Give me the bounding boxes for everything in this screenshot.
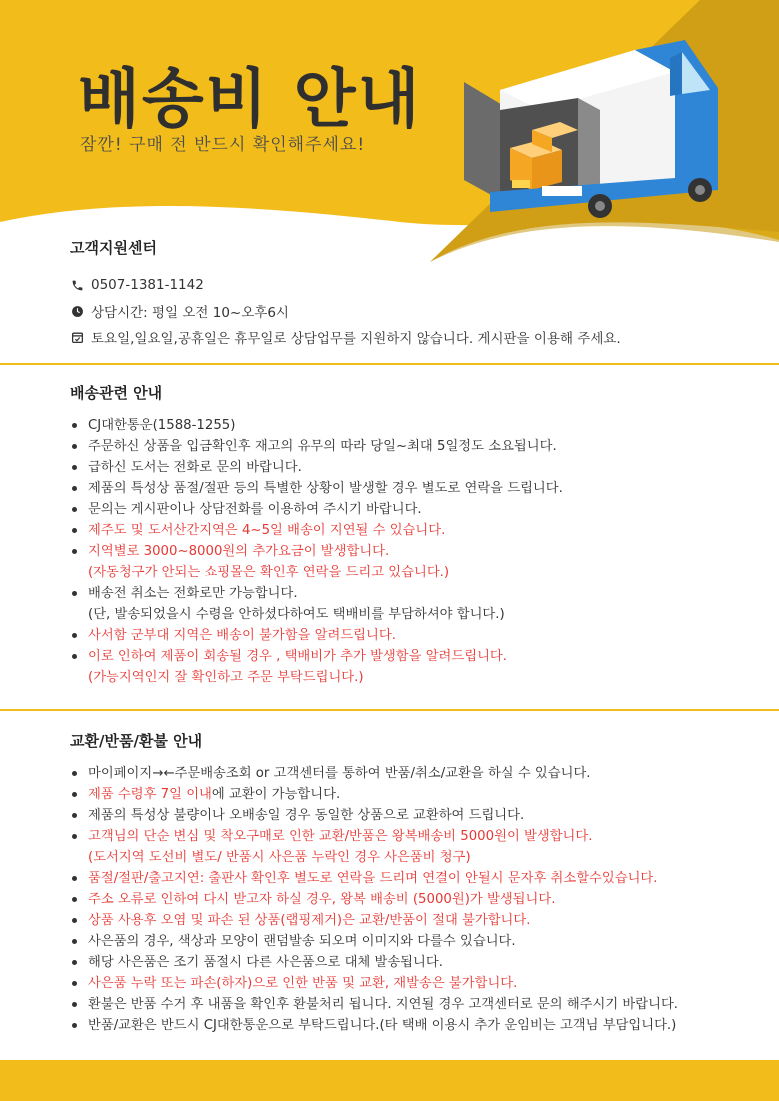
item-text: 주문하신 상품을 입금확인후 재고의 유무의 따라 당일~최대 5일정도 소요됩니다. xyxy=(88,439,557,454)
item-text: (가능지역인지 잘 확인하고 주문 부탁드립니다.) xyxy=(88,670,364,685)
highlight-text: 제품 수령후 7일 이내 xyxy=(88,787,212,802)
list-item xyxy=(70,805,760,826)
list-item xyxy=(70,889,760,910)
list-item xyxy=(70,784,760,805)
hours-text: 상담시간: 평일 오전 10~오후6시 xyxy=(91,305,289,321)
list-item xyxy=(70,625,760,646)
item-text: 반품/교환은 반드시 CJ대한통운으로 부탁드립니다.(타 택배 이용시 추가 운임비는 고객님 부담입니다.) xyxy=(88,1018,677,1033)
exchange-list xyxy=(70,763,760,1036)
item-text: 마이페이지→←주문배송조회 or 고객센터를 통하여 반품/취소/교환을 하실 수 있습니다. xyxy=(88,766,591,781)
support-title: 고객지원센터 xyxy=(70,239,157,257)
item-text: 제주도 및 도서산간지역은 4~5일 배송이 지연될 수 있습니다. xyxy=(88,523,446,538)
header-banner xyxy=(0,0,779,262)
exchange-section xyxy=(70,730,760,1036)
item-text: 에 교환이 가능합니다. xyxy=(211,787,341,802)
list-item xyxy=(70,646,760,688)
exchange-title: 교환/반품/환불 안내 xyxy=(70,732,203,750)
hours-row xyxy=(70,298,750,324)
item-text: CJ대한통운(1588-1255) xyxy=(88,418,236,433)
clock-icon xyxy=(70,304,84,318)
divider xyxy=(0,363,779,365)
calendar-icon xyxy=(70,330,84,344)
shipping-title: 배송관련 안내 xyxy=(70,384,163,402)
item-text: 사은품 누락 또는 파손(하자)으로 인한 반품 및 교환, 재발송은 불가합니다. xyxy=(88,976,518,991)
page-subtitle: 잠깐! 구매 전 반드시 확인해주세요! xyxy=(80,135,366,155)
list-item xyxy=(70,910,760,931)
item-text: 해당 사은품은 조기 품절시 다른 사은품으로 대체 발송됩니다. xyxy=(88,955,443,970)
item-text: 환불은 반품 수거 후 내품을 확인후 환불처리 됩니다. 지연될 경우 고객센터로 문의 해주시기 바랍니다. xyxy=(88,997,679,1012)
phone-row xyxy=(70,272,750,298)
item-text: (단, 발송되었을시 수령을 안하셨다하여도 택배비를 부담하셔야 합니다.) xyxy=(88,607,505,622)
list-item xyxy=(70,499,760,520)
list-item xyxy=(70,520,760,541)
item-text: 주소 오류로 인하여 다시 받고자 하실 경우, 왕복 배송비 (5000원)가 발생됩니다. xyxy=(88,892,556,907)
item-text: 문의는 게시판이나 상담전화를 이용하여 주시기 바랍니다. xyxy=(88,502,422,517)
item-text: 제품의 특성상 불량이나 오배송일 경우 동일한 상품으로 교환하여 드립니다. xyxy=(88,808,525,823)
list-item xyxy=(70,415,760,436)
list-item xyxy=(70,763,760,784)
holiday-row xyxy=(70,324,750,350)
shipping-section xyxy=(70,382,760,688)
item-text: 고객님의 단순 변심 및 착오구매로 인한 교환/반품은 왕복배송비 5000원이 발생합니다. xyxy=(88,829,593,844)
item-text: 상품 사용후 오염 및 파손 된 상품(랩핑제거)은 교환/반품이 절대 불가합니다. xyxy=(88,913,531,928)
phone-icon xyxy=(70,278,84,292)
list-item xyxy=(70,478,760,499)
list-item xyxy=(70,994,760,1015)
item-text: 급하신 도서는 전화로 문의 바랍니다. xyxy=(88,460,302,475)
list-item xyxy=(70,952,760,973)
delivery-truck-icon xyxy=(460,30,730,220)
item-text: (자동청구가 안되는 쇼핑몰은 확인후 연락을 드리고 있습니다.) xyxy=(88,565,450,580)
item-text: 제품의 특성상 품절/절판 등의 특별한 상황이 발생할 경우 별도로 연락을 드립니다. xyxy=(88,481,563,496)
item-text: 사은품의 경우, 색상과 모양이 랜덤발송 되오며 이미지와 다를수 있습니다. xyxy=(88,934,516,949)
list-item xyxy=(70,973,760,994)
support-section xyxy=(70,237,750,350)
list-item xyxy=(70,457,760,478)
list-item xyxy=(70,868,760,889)
item-text: 품절/절판/출고지연: 출판사 확인후 별도로 연락을 드리며 연결이 안될시 문자후 취소할수있습니다. xyxy=(88,871,658,886)
shipping-list xyxy=(70,415,760,688)
phone-number[interactable]: 0507-1381-1142 xyxy=(91,277,204,293)
item-text: (도서지역 도선비 별도/ 반품시 사은품 누락인 경우 사은품비 청구) xyxy=(88,850,471,865)
divider xyxy=(0,709,779,711)
item-text: 배송전 취소는 전화로만 가능합니다. xyxy=(88,586,298,601)
list-item xyxy=(70,826,760,868)
item-text: 이로 인하여 제품이 회송될 경우 , 택배비가 추가 발생함을 알려드립니다. xyxy=(88,649,507,664)
list-item xyxy=(70,541,760,583)
holiday-text: 토요일,일요일,공휴일은 휴무일로 상담업무를 지원하지 않습니다. 게시판을 이용해 주세요. xyxy=(91,331,621,347)
item-text: 사서함 군부대 지역은 배송이 불가함을 알려드립니다. xyxy=(88,628,396,643)
footer-bar xyxy=(0,1060,779,1101)
page-title: 배송비 안내 xyxy=(78,63,422,137)
list-item xyxy=(70,931,760,952)
list-item xyxy=(70,583,760,625)
list-item xyxy=(70,1015,760,1036)
item-text: 지역별로 3000~8000원의 추가요금이 발생합니다. xyxy=(88,544,390,559)
list-item xyxy=(70,436,760,457)
